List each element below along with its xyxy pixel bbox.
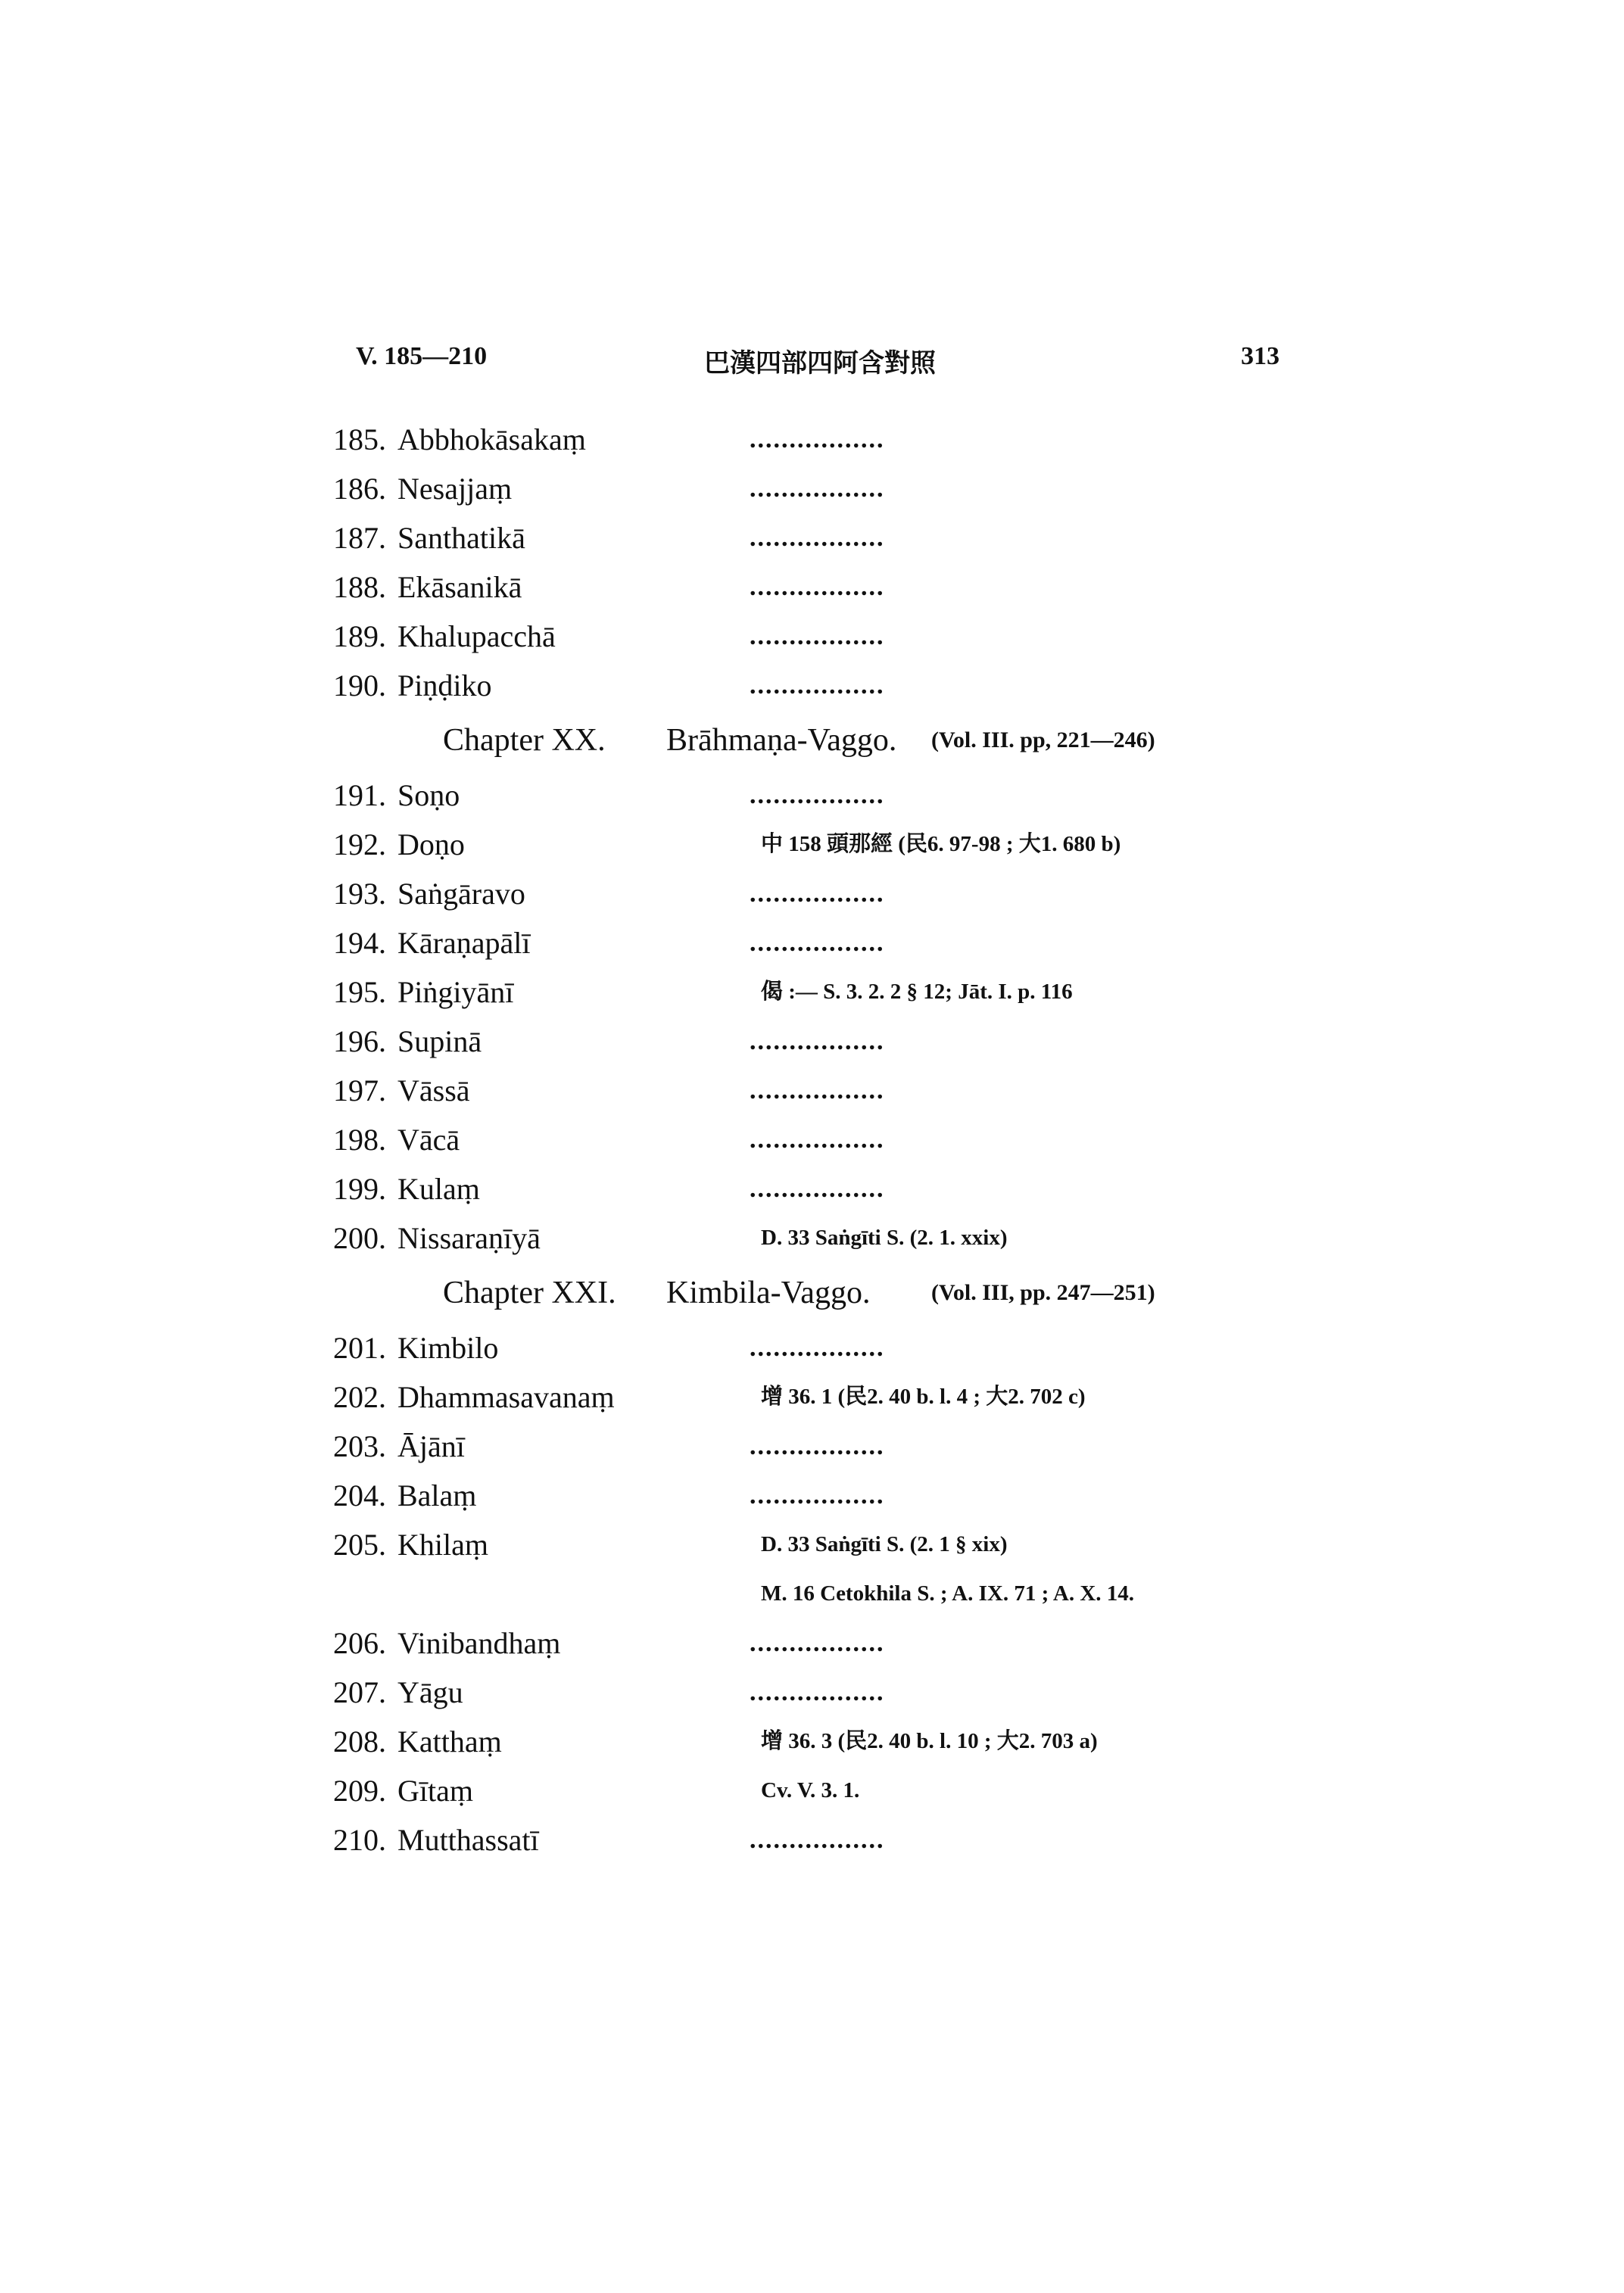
item-number: 204. (333, 1478, 386, 1513)
item-number: 195. (333, 975, 386, 1009)
item-number: 189. (333, 619, 386, 653)
list-item (303, 1668, 1439, 1717)
item-number: 197. (333, 1073, 386, 1108)
list-item (303, 415, 1439, 464)
item-reference: Cv. V. 3. 1. (761, 1778, 860, 1802)
item-title: Soṇo (397, 778, 460, 812)
list-item (303, 1115, 1439, 1164)
item-title: Piṇḍiko (397, 668, 492, 703)
item-title: Vāssā (397, 1073, 470, 1108)
item-title: Khalupacchā (397, 619, 556, 653)
item-number: 192. (333, 827, 386, 861)
item-number: 208. (333, 1724, 386, 1759)
item-title: Khilaṃ (397, 1528, 488, 1562)
leader-dots: ................. (750, 475, 885, 503)
chapter-volume-ref: (Vol. III, pp. 247—251) (931, 1280, 1155, 1305)
item-number: 200. (333, 1221, 386, 1255)
list-item (303, 562, 1439, 612)
item-reference: 偈 :— S. 3. 2. 2 § 12; Jāt. I. p. 116 (761, 980, 1073, 1004)
list-item (303, 1766, 1439, 1815)
item-number: 188. (333, 570, 386, 604)
item-number: 206. (333, 1626, 386, 1660)
list-item (303, 1618, 1439, 1668)
list-item (303, 918, 1439, 967)
list-item (303, 1471, 1439, 1520)
item-reference: 中 158 頭那經 (民6. 97-98 ; 大1. 680 b) (761, 832, 1121, 856)
item-title: Saṅgāravo (397, 877, 525, 911)
item-number: 185. (333, 422, 386, 456)
leader-dots: ................. (750, 1076, 885, 1104)
list-item (303, 1017, 1439, 1066)
item-number: 202. (333, 1380, 386, 1414)
item-reference: D. 33 Saṅgīti S. (2. 1 § xix) (761, 1532, 1008, 1556)
item-title: Santhatikā (397, 521, 525, 555)
list-item (303, 1323, 1439, 1372)
chapter-label: Chapter XXI. (443, 1276, 616, 1310)
item-title: Vinibandhaṃ (397, 1626, 561, 1660)
leader-dots: ................. (750, 1629, 885, 1657)
list-item (303, 1213, 1439, 1263)
header-title: 巴漢四部四阿含對照 (704, 350, 936, 378)
leader-dots: ................. (750, 1826, 885, 1854)
item-number: 194. (333, 926, 386, 960)
chapter-heading (303, 1263, 1439, 1323)
item-title: Doṇo (397, 827, 465, 861)
item-title: Nesajjaṃ (397, 472, 513, 506)
item-title: Vācā (397, 1123, 460, 1157)
item-number: 207. (333, 1675, 386, 1709)
list-item-continuation (303, 1569, 1439, 1618)
item-title: Piṅgiyānī (397, 975, 514, 1009)
leader-dots: ................. (750, 1334, 885, 1362)
item-title: Balaṃ (397, 1478, 477, 1513)
chapter-name: Kimbila-Vaggo. (666, 1276, 871, 1310)
item-reference: D. 33 Saṅgīti S. (2. 1. xxix) (761, 1226, 1008, 1250)
leader-dots: ................. (750, 1126, 885, 1154)
sutta-list (303, 415, 1439, 1865)
leader-dots: ................. (750, 1175, 885, 1203)
item-title: Kimbilo (397, 1331, 499, 1365)
leader-dots: ................. (750, 1432, 885, 1460)
leader-dots: ................. (750, 573, 885, 601)
list-item (303, 464, 1439, 513)
list-item (303, 771, 1439, 820)
item-title: Katthaṃ (397, 1724, 502, 1759)
item-number: 191. (333, 778, 386, 812)
item-number: 205. (333, 1528, 386, 1562)
list-item (303, 1422, 1439, 1471)
item-title: Nissaraṇīyā (397, 1221, 541, 1255)
leader-dots: ................. (750, 929, 885, 957)
leader-dots: ................. (750, 1481, 885, 1509)
leader-dots: ................. (750, 671, 885, 699)
list-item (303, 1717, 1439, 1766)
item-title: Supinā (397, 1024, 482, 1058)
list-item (303, 513, 1439, 562)
list-item (303, 1164, 1439, 1213)
item-number: 190. (333, 668, 386, 703)
item-title: Mutthassatī (397, 1823, 539, 1857)
list-item (303, 1066, 1439, 1115)
item-title: Kāraṇapālī (397, 926, 531, 960)
leader-dots: ................. (750, 524, 885, 552)
item-number: 198. (333, 1123, 386, 1157)
leader-dots: ................. (750, 1678, 885, 1706)
item-number: 196. (333, 1024, 386, 1058)
list-item (303, 1372, 1439, 1422)
list-item (303, 1520, 1439, 1569)
item-title: Gītaṃ (397, 1774, 473, 1808)
chapter-label: Chapter XX. (443, 723, 606, 758)
list-item (303, 820, 1439, 869)
leader-dots: ................. (750, 1027, 885, 1055)
item-reference: 增 36. 1 (民2. 40 b. l. 4 ; 大2. 702 c) (761, 1385, 1086, 1409)
item-title: Yāgu (397, 1675, 463, 1709)
item-reference-continued: M. 16 Cetokhila S. ; A. IX. 71 ; A. X. 14. (761, 1581, 1135, 1606)
item-number: 209. (333, 1774, 386, 1808)
item-number: 201. (333, 1331, 386, 1365)
item-number: 187. (333, 521, 386, 555)
item-number: 186. (333, 472, 386, 506)
item-title: Dhammasavanaṃ (397, 1380, 615, 1414)
item-number: 193. (333, 877, 386, 911)
leader-dots: ................. (750, 425, 885, 453)
list-item (303, 967, 1439, 1017)
header-range: V. 185—210 (356, 342, 488, 370)
list-item (303, 612, 1439, 661)
page-header (356, 342, 1280, 380)
leader-dots: ................. (750, 781, 885, 809)
item-number: 199. (333, 1172, 386, 1206)
list-item (303, 869, 1439, 918)
leader-dots: ................. (750, 880, 885, 908)
leader-dots: ................. (750, 622, 885, 650)
item-title: Ekāsanikā (397, 570, 522, 604)
item-title: Ājānī (397, 1429, 465, 1463)
chapter-heading (303, 710, 1439, 771)
list-item (303, 1815, 1439, 1865)
item-number: 210. (333, 1823, 386, 1857)
chapter-volume-ref: (Vol. III. pp, 221—246) (931, 727, 1155, 752)
list-item (303, 661, 1439, 710)
item-title: Abbhokāsakaṃ (397, 422, 586, 456)
page-number: 313 (1241, 342, 1280, 370)
item-reference: 增 36. 3 (民2. 40 b. l. 10 ; 大2. 703 a) (761, 1729, 1098, 1753)
chapter-name: Brāhmaṇa-Vaggo. (666, 723, 897, 758)
item-title: Kulaṃ (397, 1172, 480, 1206)
item-number: 203. (333, 1429, 386, 1463)
